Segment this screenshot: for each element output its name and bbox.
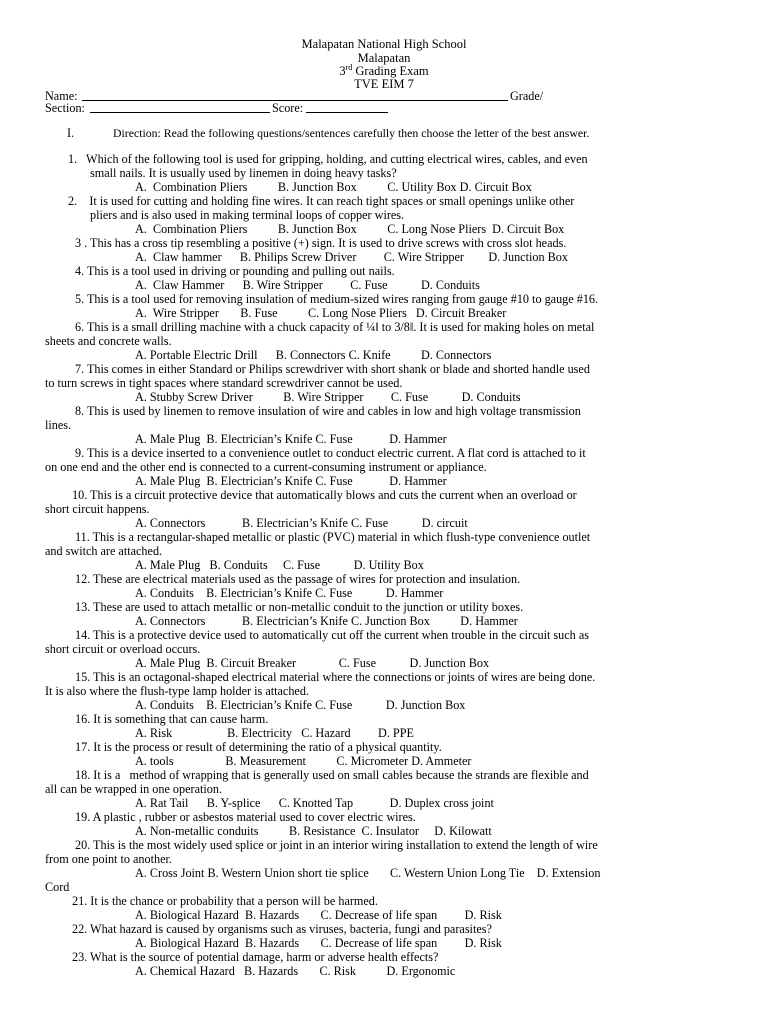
answer-choices: A. Cross Joint B. Western Union short tie splice C. Western Union Long Tie D. Extension [135,866,601,880]
direction-text: Direction: Read the following questions/sentences carefully then choose the letter of the best answer. [113,126,590,140]
answer-choices: A. Connectors B. Electrician’s Knife C. Junction Box D. Hammer [135,614,518,628]
score-label: Score: [272,101,304,115]
answer-choices: A. Rat Tail B. Y-splice C. Knotted Tap D. Duplex cross joint [135,796,494,810]
answer-choices: A. Male Plug B. Conduits C. Fuse D. Utility Box [135,558,424,572]
answer-choices: A. Risk B. Electricity C. Hazard D. PPE [135,726,414,740]
question-text: 17. It is the process or result of determining the ratio of a physical quantity. [75,740,442,754]
section-label: Section: [45,101,85,115]
question-text: pliers and is also used in making terminal loops of copper wires. [90,208,405,222]
question-text: 12. These are electrical materials used as the passage of wires for protection and insulation. [75,572,521,586]
question-text: 8. This is used by linemen to remove insulation of wire and cables in low and high voltage transmission [75,404,581,418]
answer-choices: A. Connectors B. Electrician’s Knife C. Fuse D. circuit [135,516,468,530]
question-text: sheets and concrete walls. [45,334,172,348]
answer-choices: A. Claw hammer B. Philips Screw Driver C. Wire Stripper D. Junction Box [135,250,568,264]
question-text: 3 . This has a cross tip resembling a positive (+) sign. It is used to drive screws with cross slot heads. [75,236,567,250]
question-text: 5. This is a tool used for removing insulation of medium-sized wires ranging from gauge #10 to gauge #16. [75,292,599,306]
question-text: short circuit happens. [45,502,150,516]
question-text: 23. What is the source of potential damage, harm or adverse health effects? [72,950,439,964]
part-numeral: I. [67,126,75,140]
grade-label: Grade/ [510,89,544,103]
answer-choices: A. Combination Pliers B. Junction Box C. Utility Box D. Circuit Box [135,180,532,194]
answer-choices: A. Chemical Hazard B. Hazards C. Risk D. Ergonomic [135,964,456,978]
question-text: all can be wrapped in one operation. [45,782,222,796]
question-text: lines. [45,418,72,432]
exam-subject: TVE EIM 7 [354,77,414,91]
answer-choices: A. Portable Electric Drill B. Connectors C. Knife D. Connectors [135,348,492,362]
question-text: to turn screws in tight spaces where standard screwdriver cannot be used. [45,376,403,390]
answer-choices: A. Stubby Screw Driver B. Wire Stripper C. Fuse D. Conduits [135,390,521,404]
question-text: and switch are attached. [45,544,163,558]
score-field[interactable] [306,112,388,113]
question-text: 14. This is a protective device used to automatically cut off the current when trouble in the circuit such as [75,628,589,642]
question-text: on one end and the other end is connected to a current-consuming instrument or appliance. [45,460,487,474]
question-text: 7. This comes in either Standard or Philips screwdriver with short shank or blade and shorted handle used [75,362,590,376]
answer-choices: A. Biological Hazard B. Hazards C. Decrease of life span D. Risk [135,908,502,922]
answer-choices: A. tools B. Measurement C. Micrometer D. Ammeter [135,754,472,768]
answer-choices: A. Combination Pliers B. Junction Box C. Long Nose Pliers D. Circuit Box [135,222,565,236]
question-text: 11. This is a rectangular-shaped metallic or plastic (PVC) material in which flush-type convenience outlet [75,530,591,544]
question-text: 2. It is used for cutting and holding fine wires. It can reach tight spaces or small openings unlike other [68,194,575,208]
question-text: 20. This is the most widely used splice or joint in an interior wiring installation to extend the length of wire [75,838,598,852]
school-name: Malapatan National High School [301,37,467,51]
answer-choices: A. Claw Hammer B. Wire Stripper C. Fuse D. Conduits [135,278,480,292]
question-text: 10. This is a circuit protective device that automatically blows and cuts the current when an overload or [72,488,577,502]
answer-choices: A. Male Plug B. Electrician’s Knife C. Fuse D. Hammer [135,432,447,446]
question-text: short circuit or overload occurs. [45,642,201,656]
answer-choices: Cord [45,880,70,894]
answer-choices: A. Biological Hazard B. Hazards C. Decrease of life span D. Risk [135,936,502,950]
question-text: 18. It is a method of wrapping that is generally used on small cables because the strands are flexible and [75,768,589,782]
question-text: 16. It is something that can cause harm. [75,712,269,726]
answer-choices: A. Male Plug B. Circuit Breaker C. Fuse D. Junction Box [135,656,490,670]
name-label: Name: [45,89,78,103]
question-text: 21. It is the chance or probability that a person will be harmed. [72,894,378,908]
question-text: 19. A plastic , rubber or asbestos material used to cover electric wires. [75,810,416,824]
question-text: 22. What hazard is caused by organisms such as viruses, bacteria, fungi and parasites? [72,922,492,936]
answer-choices: A. Conduits B. Electrician’s Knife C. Fuse D. Junction Box [135,698,466,712]
question-text: 4. This is a tool used in driving or pounding and pulling out nails. [75,264,395,278]
section-field[interactable] [90,112,270,113]
question-text: 13. These are used to attach metallic or non-metallic conduit to the junction or utility boxes. [75,600,524,614]
answer-choices: A. Conduits B. Electrician’s Knife C. Fuse D. Hammer [135,586,444,600]
question-text: from one point to another. [45,852,172,866]
question-text: small nails. It is usually used by linemen in doing heavy tasks? [90,166,397,180]
answer-choices: A. Non-metallic conduits B. Resistance C. Insulator D. Kilowatt [135,824,492,838]
answer-choices: A. Wire Stripper B. Fuse C. Long Nose Pliers D. Circuit Breaker [135,306,507,320]
question-text: 6. This is a small drilling machine with a chuck capacity of ¼‖ to 3/8‖. It is used for making holes on metal [75,320,595,334]
question-text: 15. This is an octagonal-shaped electrical material where the connections or joints of wires are being done. [75,670,596,684]
question-text: It is also where the flush-type lamp holder is attached. [45,684,309,698]
exam-title: 3rd Grading Exam [339,63,429,78]
question-text: 1. Which of the following tool is used for gripping, holding, and cutting electrical wires, cables, and even [68,152,588,166]
school-town: Malapatan [357,51,411,65]
question-text: 9. This is a device inserted to a convenience outlet to conduct electric current. A flat cord is attached to it [75,446,586,460]
answer-choices: A. Male Plug B. Electrician’s Knife C. Fuse D. Hammer [135,474,447,488]
